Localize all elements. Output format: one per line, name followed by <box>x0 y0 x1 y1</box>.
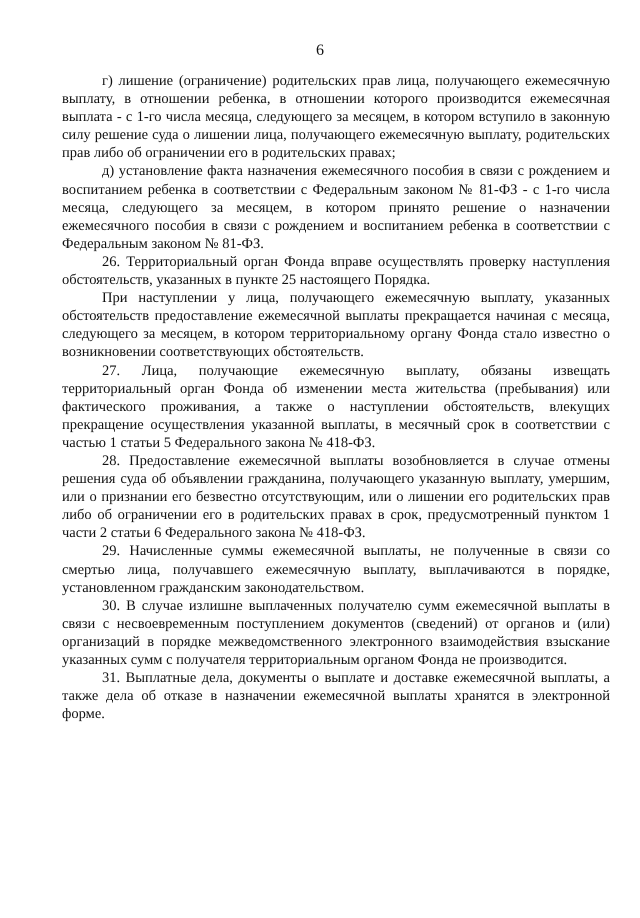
document-body <box>62 72 610 723</box>
page-number: 6 <box>316 42 324 59</box>
paragraph-31: 31. Выплатные дела, документы о выплате и доставке ежемесячной выплаты, а также дела об отказе в назначении ежемесячной выплаты хранятся в электронной форме. <box>62 670 610 723</box>
paragraph-25-g: г) лишение (ограничение) родительских прав лица, получающего ежемесячную выплату, в отношении ребенка, в отношении которого производится ежемесячная выплата - с 1-го числа месяца, следующего за месяцем, в котором вступило в законную силу решение суда о лишении лица, получающего ежемесячную выплату, родительских прав либо об ограничении его в родительских правах; <box>62 73 610 162</box>
paragraph-26: 26. Территориальный орган Фонда вправе осуществлять проверку наступления обстоятельств, указанных в пункте 25 настоящего Порядка. <box>62 253 610 289</box>
paragraph-29: 29. Начисленные суммы ежемесячной выплаты, не полученные в связи со смертью лица, получавшего ежемесячную выплату, выплачиваются в порядке, установленном гражданским законодательством. <box>62 543 610 596</box>
paragraph-26-continuation: При наступлении у лица, получающего ежемесячную выплату, указанных обстоятельств предоставление ежемесячной выплаты прекращается начиная с месяца, следующего за месяцем, в котором территориальному органу Фонда стало известно о возникновении соответствующих обстоятельств. <box>62 290 610 361</box>
paragraph-27: 27. Лица, получающие ежемесячную выплату, обязаны извещать территориальный орган Фонда об изменении места жительства (пребывания) или фактического проживания, а также о наступлении обстоятельств, влекущих прекращение осуществления указанной выплаты, в месячный срок в соответствии с частью 1 статьи 5 Федерального закона № 418-ФЗ. <box>62 362 610 451</box>
paragraph-25-d: д) установление факта назначения ежемесячного пособия в связи с рождением и воспитанием ребенка в соответствии с Федеральным законом № 81-ФЗ - с 1-го числа месяца, следующего за месяцем, в котором принято решение о назначении ежемесячного пособия в связи с рождением и воспитанием ребенка в соответствии с Федеральным законом № 81-ФЗ. <box>62 163 610 252</box>
paragraph-28: 28. Предоставление ежемесячной выплаты возобновляется в случае отмены решения суда об объявлении гражданина, получающего указанную выплату, умершим, или о признании его безвестно отсутствующим, или о лишении его родительских прав либо об ограничении его в родительских правах в срок, предусмотренный пунктом 1 части 2 статьи 6 Федерального закона № 418-ФЗ. <box>62 452 610 542</box>
paragraph-30: 30. В случае излишне выплаченных получателю сумм ежемесячной выплаты в связи с несвоевременным поступлением документов (сведений) от органов и (или) организаций в порядке межведомственного электронного взаимодействия взыскание указанных сумм с получателя территориальным органом Фонда не производится. <box>62 597 610 668</box>
